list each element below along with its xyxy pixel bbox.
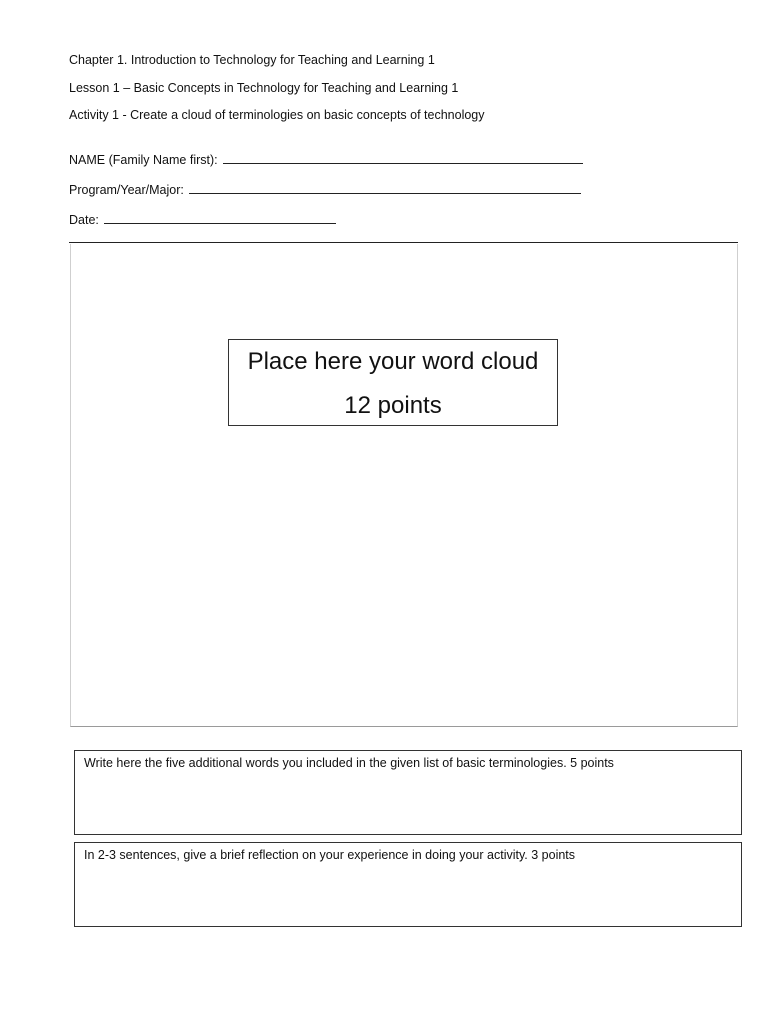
lesson-title: Lesson 1 – Basic Concepts in Technology for Teaching and Learning 1 bbox=[69, 81, 459, 95]
word-cloud-instruction: Place here your word cloud bbox=[247, 348, 539, 375]
date-label: Date: bbox=[69, 213, 99, 227]
program-field[interactable] bbox=[69, 181, 581, 198]
date-blank-line[interactable] bbox=[104, 211, 336, 224]
word-cloud-area[interactable] bbox=[70, 244, 738, 727]
program-label: Program/Year/Major: bbox=[69, 183, 184, 197]
name-field[interactable] bbox=[69, 151, 583, 168]
section-divider bbox=[69, 242, 738, 243]
chapter-title: Chapter 1. Introduction to Technology for Teaching and Learning 1 bbox=[69, 53, 435, 67]
additional-words-prompt: Write here the five additional words you included in the given list of basic terminologies. 5 points bbox=[84, 756, 614, 770]
reflection-box[interactable] bbox=[74, 842, 742, 927]
name-blank-line[interactable] bbox=[223, 151, 583, 164]
activity-title: Activity 1 - Create a cloud of terminologies on basic concepts of technology bbox=[69, 108, 485, 122]
program-blank-line[interactable] bbox=[189, 181, 581, 194]
date-field[interactable] bbox=[69, 211, 336, 228]
word-cloud-points: 12 points bbox=[344, 392, 442, 419]
additional-words-box[interactable] bbox=[74, 750, 742, 835]
reflection-prompt: In 2-3 sentences, give a brief reflection on your experience in doing your activity. 3 points bbox=[84, 848, 576, 862]
word-cloud-placeholder bbox=[228, 339, 558, 426]
name-label: NAME (Family Name first): bbox=[69, 153, 218, 167]
